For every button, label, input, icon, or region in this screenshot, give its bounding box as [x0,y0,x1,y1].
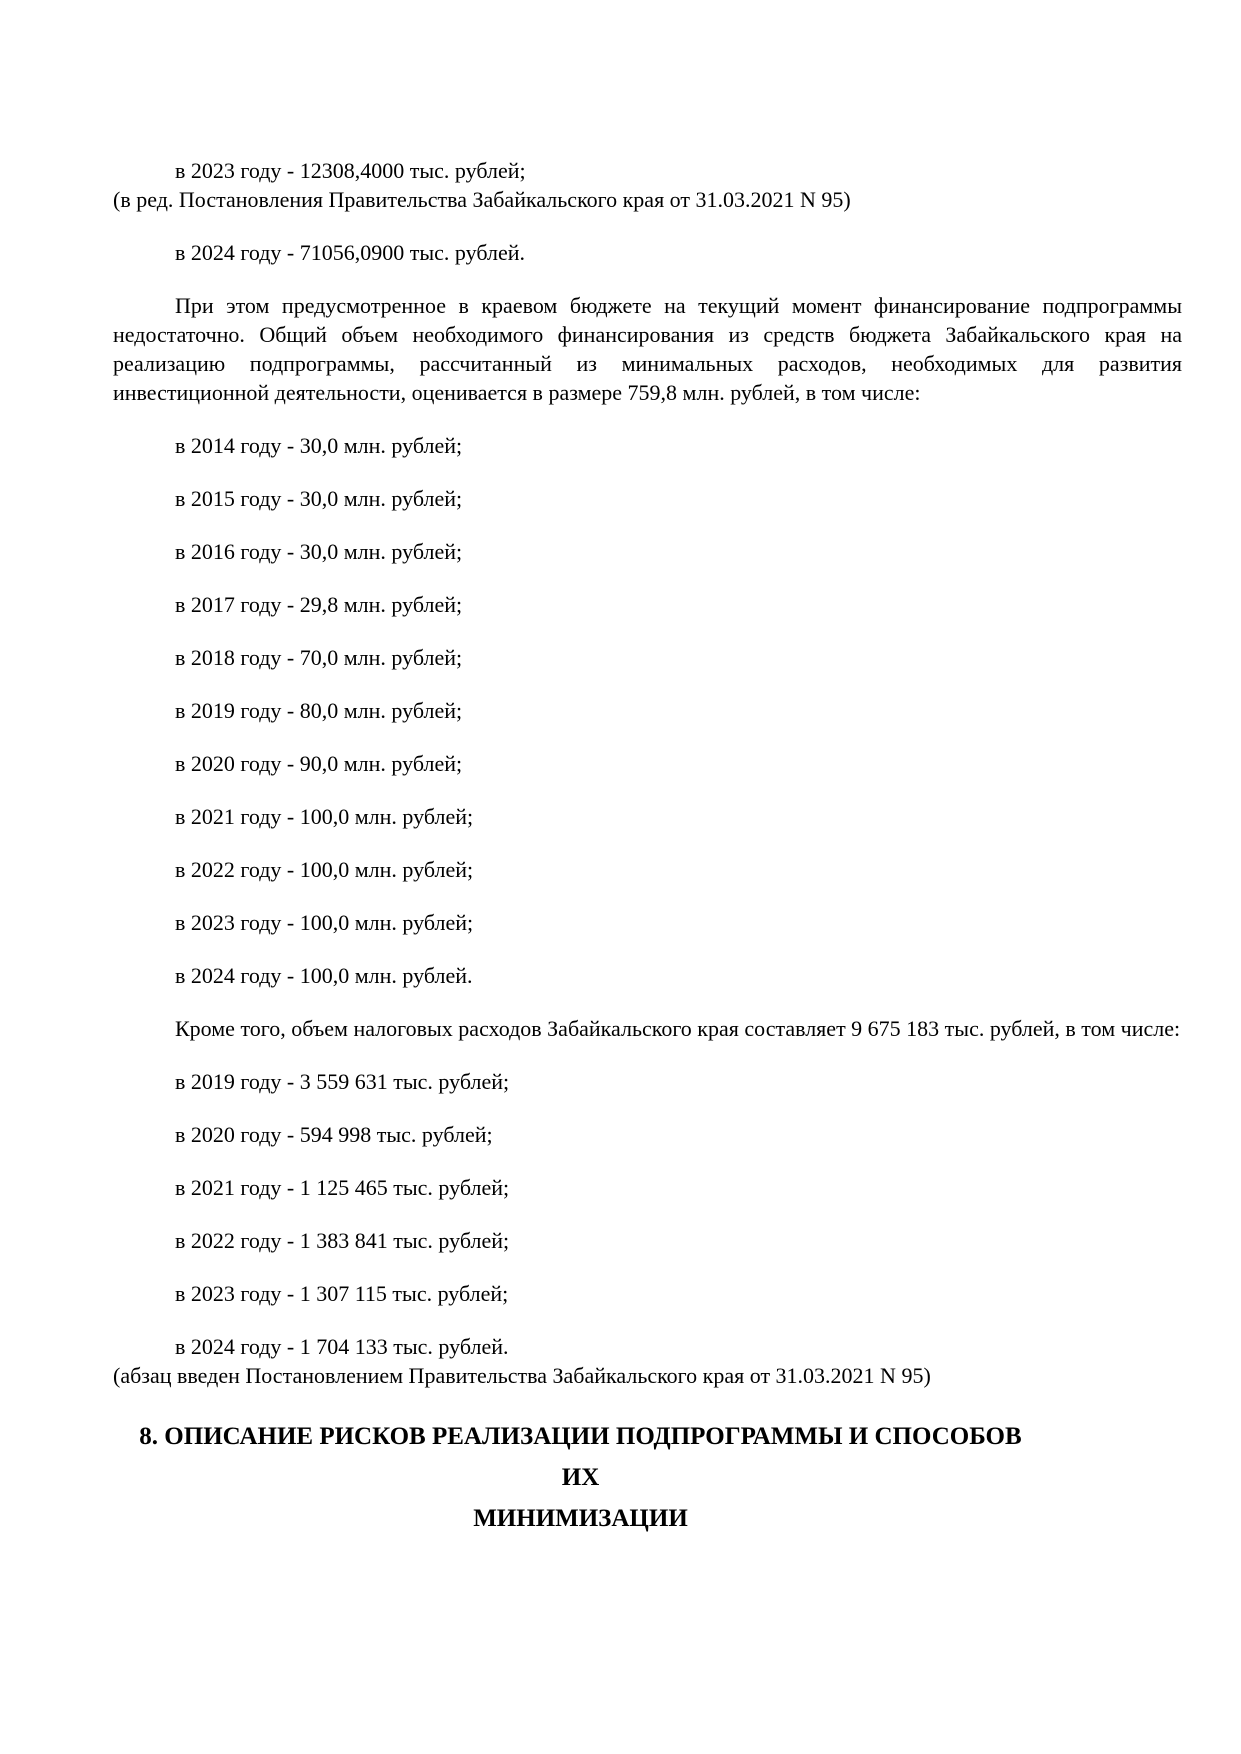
section-heading [113,1416,1048,1539]
funding-paragraph: При этом предусмотренное в краевом бюджете на текущий момент финансирование подпрограммы недостаточно. Общий объем необходимого финансирования из средств бюджета Забайкальского края на реализацию подпрограммы, рассчитанный из минимальных расходов, необходимых для развития инвестиционной деятельности, оценивается в размере 759,8 млн. рублей, в том числе: [113,293,1182,405]
section-heading-line-1: 8. ОПИСАНИЕ РИСКОВ РЕАЛИЗАЦИИ ПОДПРОГРАММЫ И СПОСОБОВ [139,1423,1022,1450]
budget-year-item-2017: в 2017 году - 29,8 млн. рублей; [175,592,463,617]
budget-year-item-2024: в 2024 году - 100,0 млн. рублей. [175,963,473,988]
budget-year-item-2019: в 2019 году - 80,0 млн. рублей; [175,698,463,723]
funding-line-2023: в 2023 году - 12308,4000 тыс. рублей; [175,158,526,183]
budget-year-item-2021: в 2021 году - 100,0 млн. рублей; [175,804,474,829]
tax-year-item-2021: в 2021 году - 1 125 465 тыс. рублей; [175,1175,510,1200]
document-content [113,156,1182,1539]
tax-year-item-2020: в 2020 году - 594 998 тыс. рублей; [175,1122,493,1147]
tax-year-item-2024: в 2024 году - 1 704 133 тыс. рублей. [175,1334,509,1359]
budget-year-item-2022: в 2022 году - 100,0 млн. рублей; [175,857,474,882]
tax-expenses-paragraph: Кроме того, объем налоговых расходов Забайкальского края составляет 9 675 183 тыс. рублей, в том числе: [175,1016,1181,1041]
section-heading-line-2: ИХ [561,1464,600,1491]
tax-year-item-2022: в 2022 году - 1 383 841 тыс. рублей; [175,1228,510,1253]
budget-year-item-2023: в 2023 году - 100,0 млн. рублей; [175,910,474,935]
budget-year-item-2015: в 2015 году - 30,0 млн. рублей; [175,486,463,511]
amendment-note-1: (в ред. Постановления Правительства Забайкальского края от 31.03.2021 N 95) [113,187,851,212]
budget-year-item-2018: в 2018 году - 70,0 млн. рублей; [175,645,463,670]
funding-line-2024: в 2024 году - 71056,0900 тыс. рублей. [175,240,525,265]
budget-year-item-2020: в 2020 году - 90,0 млн. рублей; [175,751,463,776]
section-heading-line-3: МИНИМИЗАЦИИ [473,1505,688,1532]
tax-year-item-2019: в 2019 году - 3 559 631 тыс. рублей; [175,1069,510,1094]
budget-year-item-2016: в 2016 году - 30,0 млн. рублей; [175,539,463,564]
amendment-note-2: (абзац введен Постановлением Правительства Забайкальского края от 31.03.2021 N 95) [113,1363,931,1388]
tax-year-item-2023: в 2023 году - 1 307 115 тыс. рублей; [175,1281,509,1306]
budget-year-item-2014: в 2014 году - 30,0 млн. рублей; [175,433,463,458]
